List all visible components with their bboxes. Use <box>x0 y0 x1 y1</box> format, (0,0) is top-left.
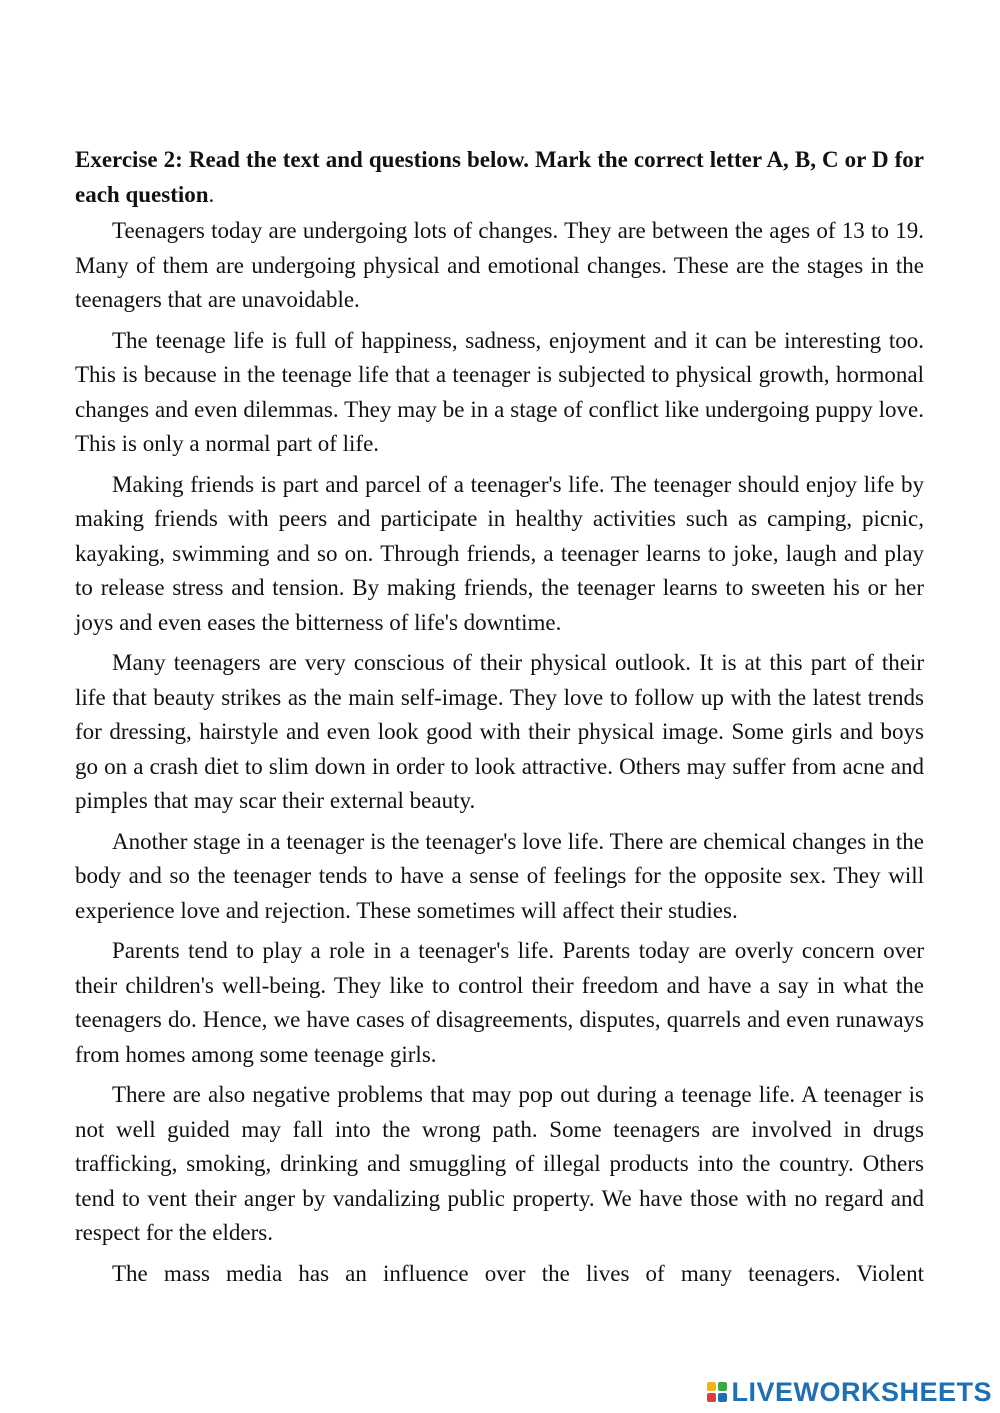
paragraph-7: There are also negative problems that may pop out during a teenage life. A teenager is not well guided may fall into the wrong path. Some teenagers are involved in drugs trafficking, smoking, drinking and smuggling of illegal products into the country. Others tend to vent their anger by vandalizing public property. We have those with no regard and respect for the elders. <box>75 1082 924 1245</box>
paragraph-4: Many teenagers are very conscious of their physical outlook. It is at this part of their life that beauty strikes as the main self-image. They love to follow up with the latest trends for dressing, hairstyle and even look good with their physical image. Some girls and boys go on a crash diet to slim down in order to look attractive. Others may suffer from acne and pimples that may scar their external beauty. <box>75 650 924 813</box>
logo-square-red <box>707 1393 716 1402</box>
liveworksheets-logo[interactable] <box>707 1377 992 1407</box>
paragraph-8: The mass media has an influence over the lives of many teenagers. Violent <box>112 1260 924 1286</box>
exercise-heading-text: Exercise 2: Read the text and questions below. Mark the correct letter A, B, C or D for each question <box>75 147 924 207</box>
paragraph-3: Making friends is part and parcel of a teenager's life. The teenager should enjoy life by making friends with peers and participate in healthy activities such as camping, picnic, kayaking, swimming and so on. Through friends, a teenager learns to joke, laugh and play to release stress and tension. By making friends, the teenager learns to sweeten his or her joys and even eases the bitterness of life's downtime. <box>75 471 924 635</box>
logo-square-yellow <box>707 1382 716 1391</box>
logo-square-green <box>718 1382 727 1391</box>
logo-square-blue <box>718 1393 727 1402</box>
paragraph-6: Parents tend to play a role in a teenager's life. Parents today are overly concern over their children's well-being. They like to control their freedom and have a say in what the teenagers do. Hence, we have cases of disagreements, disputes, quarrels and even runaways from homes among some teenage girls. <box>75 938 924 1067</box>
liveworksheets-logo-text: LIVEWORKSHEETS <box>731 1377 992 1407</box>
exercise-heading <box>75 143 924 212</box>
document-page <box>75 143 924 1291</box>
exercise-heading-period: . <box>208 181 215 207</box>
paragraph-2: The teenage life is full of happiness, sadness, enjoyment and it can be interesting too. This is because in the teenage life that a teenager is subjected to physical growth, hormonal changes and even dilemmas. They may be in a stage of conflict like undergoing puppy love. This is only a normal part of life. <box>75 327 924 456</box>
paragraph-1: Teenagers today are undergoing lots of changes. They are between the ages of 13 to 19. Many of them are undergoing physical and emotional changes. These are the stages in the teenagers that are unavoidable. <box>75 218 924 312</box>
liveworksheets-logo-icon <box>707 1382 727 1402</box>
paragraph-5: Another stage in a teenager is the teenager's love life. There are chemical changes in the body and so the teenager tends to have a sense of feelings for the opposite sex. They will experience love and rejection. These sometimes will affect their studies. <box>75 828 924 923</box>
